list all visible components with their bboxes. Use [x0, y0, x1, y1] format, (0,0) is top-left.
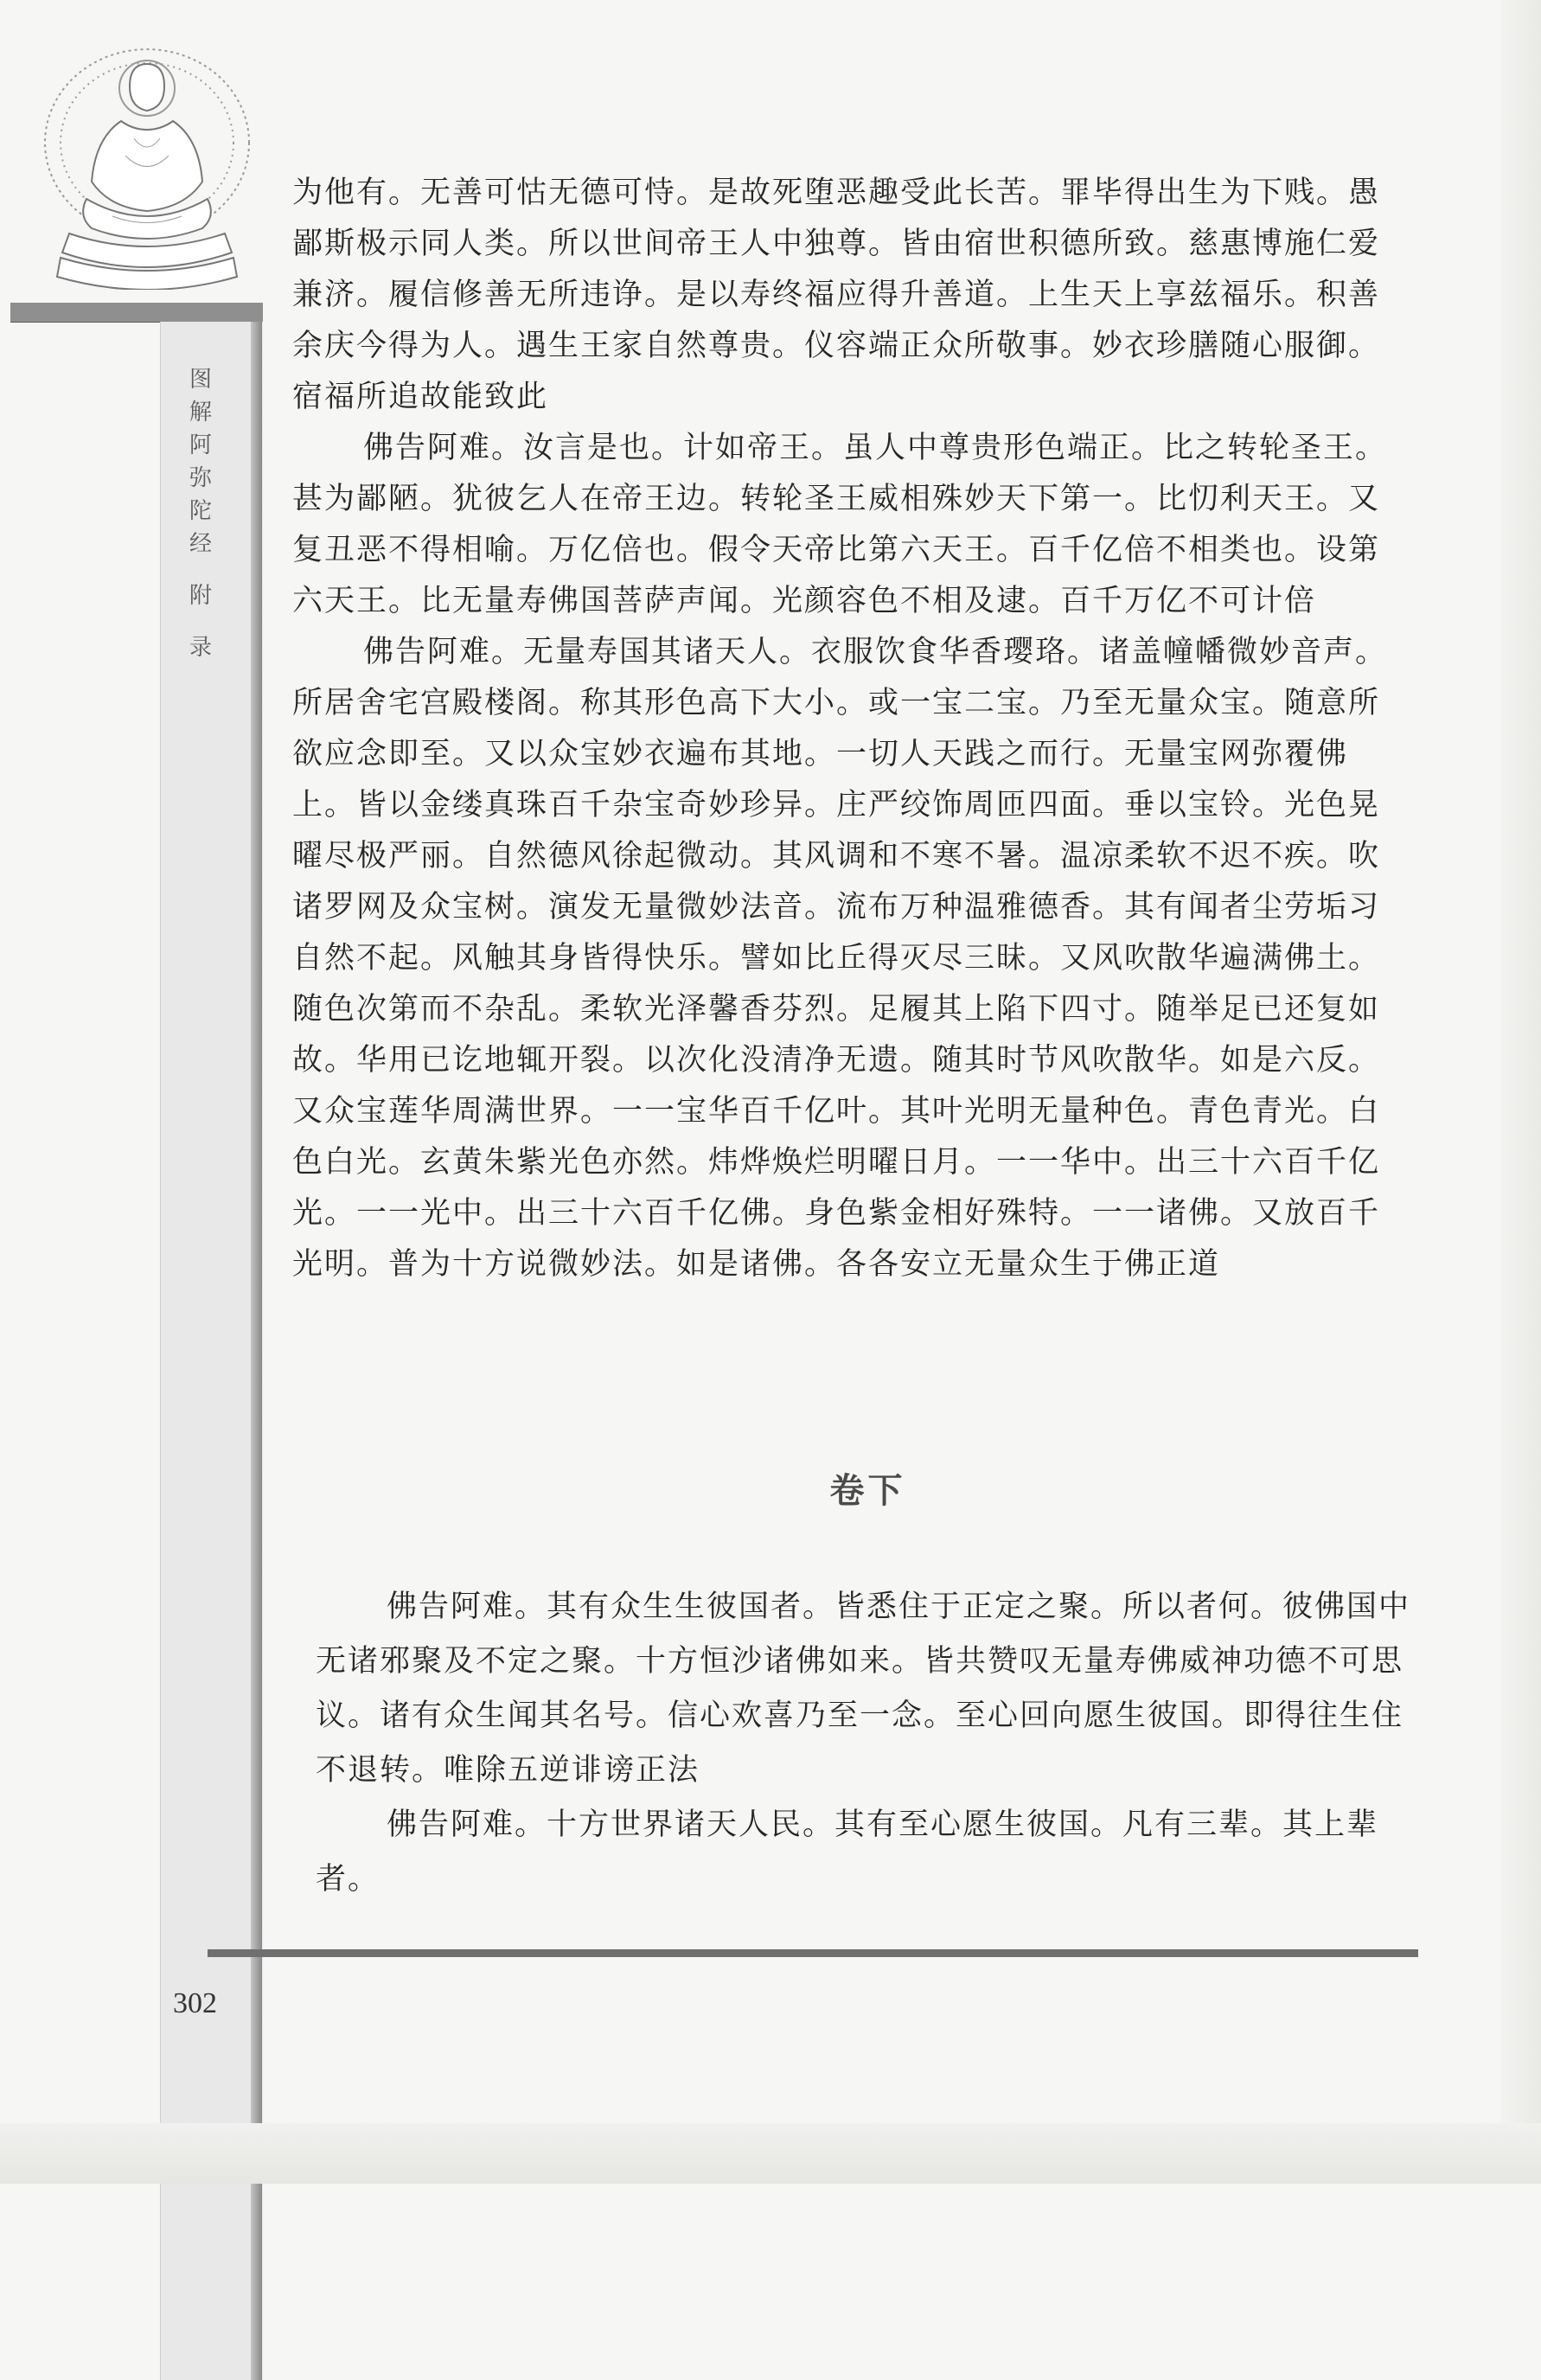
top-decorative-rule — [10, 303, 263, 323]
paragraph: 为他有。无善可怙无德可恃。是故死堕恶趣受此长苦。罪毕得出生为下贱。愚鄙斯极示同人类。所以世间帝王人中独尊。皆由宿世积德所致。慈惠博施仁爱兼济。履信修善无所违诤。是以寿终福应得升善道。上生天上享兹福乐。积善余庆今得为人。遇生王家自然尊贵。仪容端正众所敬事。妙衣珍膳随心服御。宿福所追故能致此 — [292, 176, 1381, 414]
side-title-char: 解 — [189, 400, 212, 425]
side-title-char: 附 — [189, 583, 212, 609]
buddha-illustration — [35, 43, 259, 290]
side-title-char: 阿 — [189, 432, 212, 458]
section-heading: 卷下 — [829, 1471, 906, 1511]
paragraph: 佛告阿难。十方世界诸天人民。其有至心愿生彼国。凡有三辈。其上辈者。 — [316, 1807, 1379, 1897]
scan-edge-bottom — [0, 2123, 1541, 2184]
side-running-title — [183, 363, 218, 664]
side-title-char: 陀 — [189, 498, 212, 524]
paragraph: 佛告阿难。其有众生生彼国者。皆悉住于正定之聚。所以者何。彼佛国中无诸邪聚及不定之聚。十方恒沙诸佛如来。皆共赞叹无量寿佛威神功德不可思议。诸有众生闻其名号。信心欢喜乃至一念。至心回向愿生彼国。即得往生住不退转。唯除五逆诽谤正法 — [316, 1590, 1411, 1788]
body-text-lower — [316, 1580, 1414, 1907]
page-number: 302 — [173, 1987, 217, 2019]
side-title-char: 录 — [189, 635, 212, 661]
body-text-upper — [292, 168, 1408, 1290]
side-title-char: 弥 — [189, 465, 212, 491]
side-band-shadow — [251, 322, 262, 2380]
side-title-char: 经 — [189, 531, 212, 557]
side-title-char: 图 — [189, 367, 212, 393]
bottom-rule — [208, 1949, 1418, 1957]
paragraph: 佛告阿难。汝言是也。计如帝王。虽人中尊贵形色端正。比之转轮圣王。甚为鄙陋。犹彼乞人在帝王边。转轮圣王威相殊妙天下第一。比忉利天王。又复丑恶不得相喻。万亿倍也。假令天帝比第六天王。百千亿倍不相类也。设第六天王。比无量寿佛国菩萨声闻。光颜容色不相及逮。百千万亿不可计倍 — [292, 431, 1388, 618]
paragraph: 佛告阿难。无量寿国其诸天人。衣服饮食华香璎珞。诸盖幢幡微妙音声。所居舍宅宫殿楼阁。称其形色高下大小。或一宝二宝。乃至无量众宝。随意所欲应念即至。又以众宝妙衣遍布其地。一切人天践之而行。无量宝网弥覆佛上。皆以金缕真珠百千杂宝奇妙珍异。庄严绞饰周匝四面。垂以宝铃。光色晃曜尽极严丽。自然德风徐起微动。其风调和不寒不暑。温凉柔软不迟不疾。吹诸罗网及众宝树。演发无量微妙法音。流布万种温雅德香。其有闻者尘劳垢习自然不起。风触其身皆得快乐。譬如比丘得灭尽三昧。又风吹散华遍满佛土。随色次第而不杂乱。柔软光泽馨香芬烈。足履其上陷下四寸。随举足已还复如故。华用已讫地辄开裂。以次化没清净无遗。随其时节风吹散华。如是六反。又众宝莲华周满世界。一一宝华百千亿叶。其叶光明无量种色。青色青光。白色白光。玄黄朱紫光色亦然。炜烨焕烂明曜日月。一一华中。出三十六百千亿光。一一光中。出三十六百千亿佛。身色紫金相好殊特。一一诸佛。又放百千光明。普为十方说微妙法。如是诸佛。各各安立无量众生于佛正道 — [292, 635, 1388, 1282]
scan-edge — [1500, 0, 1541, 2184]
